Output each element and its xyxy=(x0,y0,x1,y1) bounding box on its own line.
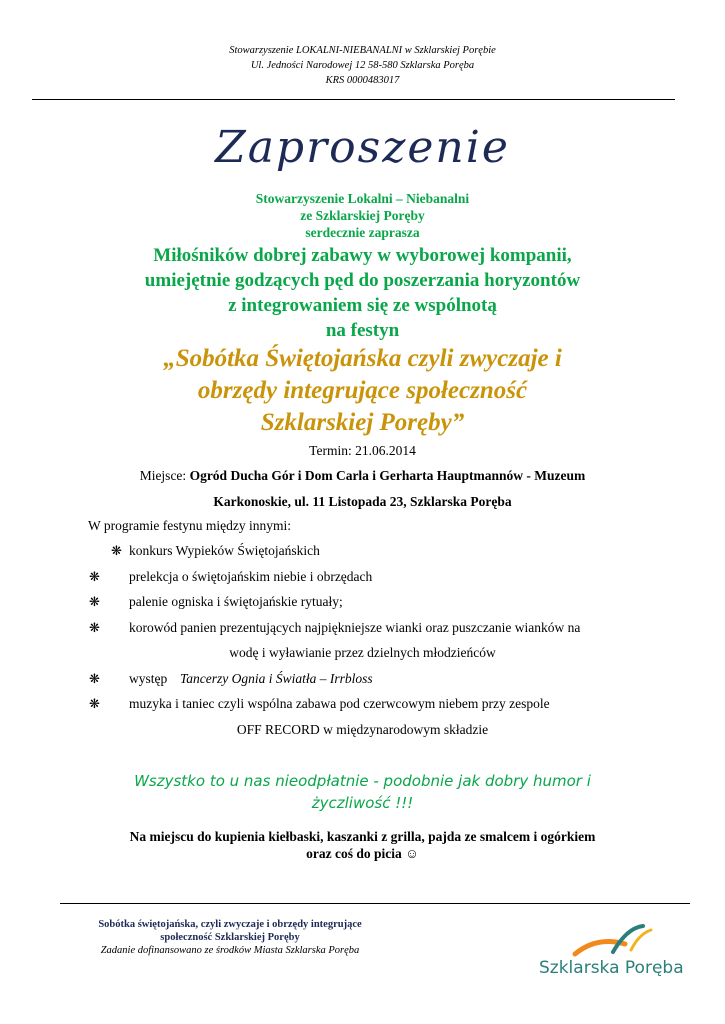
association-header xyxy=(0,43,725,88)
slogan-line-1: Wszystko to u nas nieodpłatnie - podobnie jak dobry humor i xyxy=(134,772,591,790)
event-line-2: obrzędy integrujące społeczność xyxy=(197,377,528,404)
invitation-block xyxy=(0,243,725,343)
bullet-icon: ❋ xyxy=(89,620,100,635)
header-line-3: KRS 0000483017 xyxy=(325,75,400,86)
header-line-2: Ul. Jedności Narodowej 12 58-580 Szklarska Poręba xyxy=(250,60,475,71)
bullet-icon: ❋ xyxy=(89,569,100,584)
organizer-line-1: Stowarzyszenie Lokalni – Niebanalni xyxy=(255,191,470,206)
invite-line-4: na festyn xyxy=(325,320,400,341)
slogan-line-2: życzliwość !!! xyxy=(311,794,414,812)
event-date: Termin: 21.06.2014 xyxy=(309,443,416,458)
footer-line-3: Zadanie dofinansowano ze środków Miasta Szklarska Poręba xyxy=(100,945,360,956)
footer-line-2: społeczność Szklarskiej Poręby xyxy=(160,932,300,943)
header-divider xyxy=(32,99,675,100)
program-item-4b: wodę i wyławianie przez dzielnych młodzieńców xyxy=(229,645,496,660)
program-item-6b: OFF RECORD w międzynarodowym składzie xyxy=(236,722,489,737)
bullet-icon: ❋ xyxy=(89,594,100,609)
organizer-line-3: serdecznie zaprasza xyxy=(305,225,420,240)
invite-line-3: z integrowaniem się ze wspólnotą xyxy=(228,295,497,316)
event-line-3: Szklarskiej Poręby” xyxy=(260,409,465,436)
program-item-5-value: Tancerzy Ognia i Światła – Irrbloss xyxy=(180,671,373,686)
program-item-6a: muzyka i taniec czyli wspólna zabawa pod czerwcowym niebem przy zespole xyxy=(129,696,550,711)
footer-text xyxy=(60,918,400,957)
event-line-1: „Sobótka Świętojańska czyli zwyczaje i xyxy=(163,345,562,372)
logo-swoosh-icon xyxy=(535,922,695,962)
program-item-2: prelekcja o świętojańskim niebie i obrzędach xyxy=(129,569,373,584)
place-label: Miejsce: xyxy=(139,468,187,483)
bullet-icon: ❋ xyxy=(89,696,100,711)
event-place-line-1 xyxy=(0,468,725,484)
szklarska-poreba-logo xyxy=(535,922,695,984)
program-item-4a: korowód panien prezentujących najpiękniejsze wianki oraz puszczanie wianków na xyxy=(129,620,581,635)
footer-line-1: Sobótka świętojańska, czyli zwyczaje i obrzędy integrujące xyxy=(98,919,362,930)
program-item-1: konkurs Wypieków Świętojańskich xyxy=(129,543,320,558)
footer-divider xyxy=(60,903,690,904)
food-info xyxy=(0,828,725,862)
page-title: Zaproszenie xyxy=(215,122,510,173)
invite-line-1: Miłośników dobrej zabawy w wyborowej kompanii, xyxy=(153,245,572,266)
organizer-line-2: ze Szklarskiej Poręby xyxy=(300,208,425,223)
bullet-icon: ❋ xyxy=(89,671,100,686)
free-admission-slogan xyxy=(0,770,725,814)
header-line-1: Stowarzyszenie LOKALNI-NIEBANALNI w Szklarskiej Porębie xyxy=(229,45,496,56)
food-line-1: Na miejscu do kupienia kiełbaski, kaszanki z grilla, pajda ze smalcem i ogórkiem xyxy=(129,829,596,844)
program-intro: W programie festynu między innymi: xyxy=(88,518,291,533)
program-item-5-label: występ xyxy=(129,671,168,686)
logo-text: Szklarska Poręba xyxy=(539,958,684,978)
event-title xyxy=(0,343,725,439)
program-item-3: palenie ogniska i świętojańskie rytuały; xyxy=(129,594,343,609)
bullet-icon: ❋ xyxy=(111,543,122,558)
food-line-2: oraz coś do picia ☺ xyxy=(306,846,419,861)
place-value-1: Ogród Ducha Gór i Dom Carla i Gerharta Hauptmannów - Muzeum xyxy=(189,468,586,483)
invite-line-2: umiejętnie godzących pęd do poszerzania horyzontów xyxy=(144,270,581,291)
place-value-2: Karkonoskie, ul. 11 Listopada 23, Szklarska Poręba xyxy=(213,494,512,509)
organizer-block xyxy=(0,190,725,241)
